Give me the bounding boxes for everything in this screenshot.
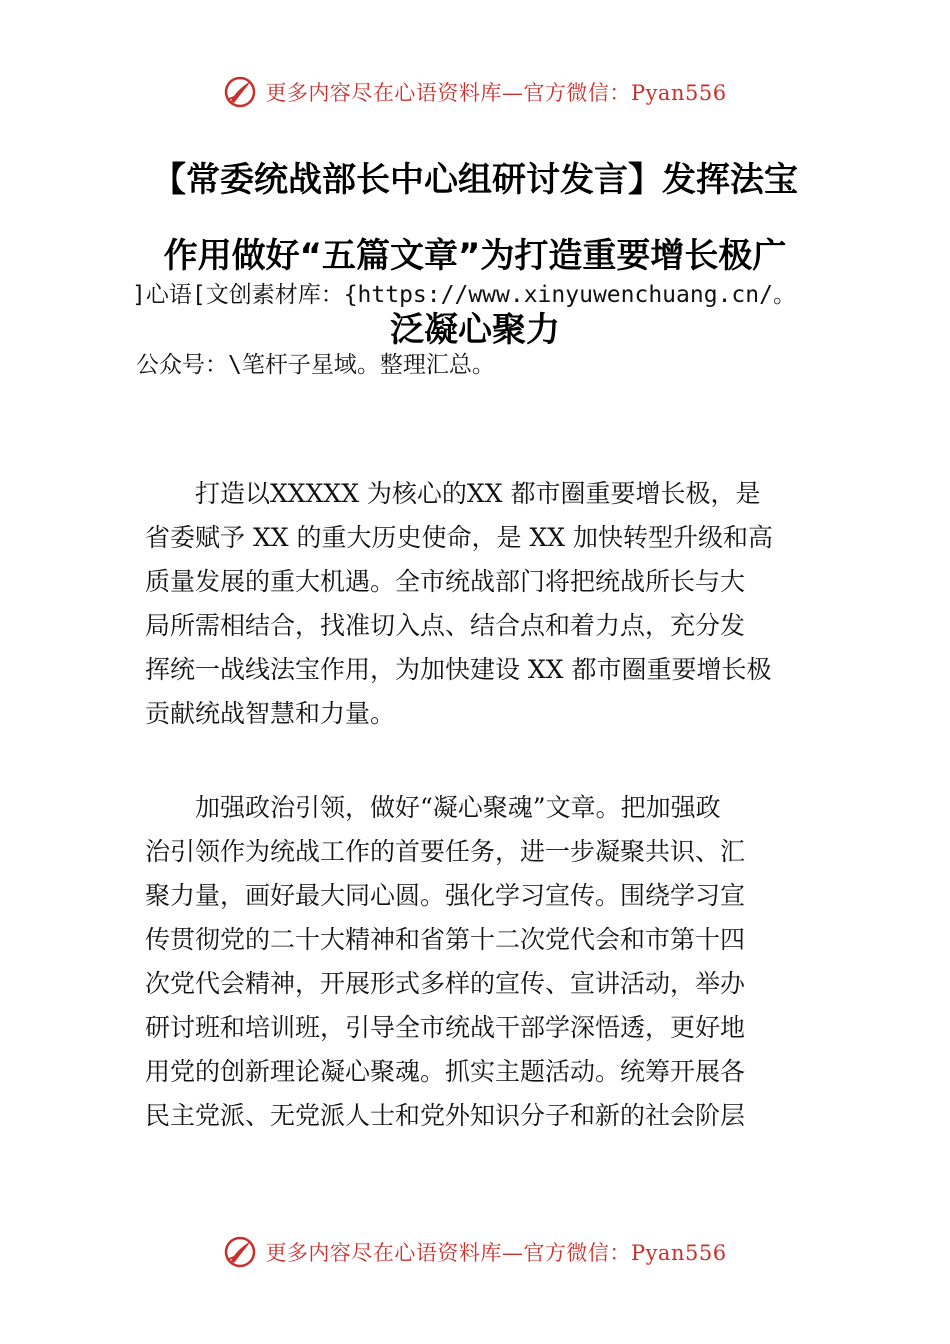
paragraph-line: 贡献统战智慧和力量。 — [145, 699, 396, 728]
watermark-text: 更多内容尽在心语资料库—官方微信：Pyan556 — [265, 1241, 727, 1265]
account-overlay-line: 公众号：\笔杆子星域。整理汇总。 — [136, 352, 495, 378]
paragraph-line: 挥统一战线法宝作用，为加快建设 XX 都市圈重要增长极 — [145, 655, 772, 684]
paragraph-line: 研讨班和培训班，引导全市统战干部学深悟透，更好地 — [145, 1013, 746, 1042]
watermark-text: 更多内容尽在心语资料库—官方微信：Pyan556 — [265, 81, 727, 105]
footer-watermark — [0, 1232, 950, 1272]
paragraph-line: 省委赋予 XX 的重大历史使命，是 XX 加快转型升级和高 — [145, 523, 773, 552]
brush-logo-icon — [223, 75, 257, 109]
body-paragraph-2 — [145, 786, 810, 1138]
header-watermark — [0, 72, 950, 112]
brush-logo-icon — [223, 1235, 257, 1269]
document-title-line-1: 【常委统战部长中心组研讨发言】发挥法宝 — [152, 160, 798, 200]
paragraph-line: 质量发展的重大机遇。全市统战部门将把统战所长与大 — [145, 567, 746, 596]
paragraph-line: 加强政治引领，做好“凝心聚魂”文章。把加强政 — [145, 793, 721, 822]
document-title-line-3: 泛凝心聚力 — [390, 310, 560, 350]
source-overlay-line: ]心语[文创素材库：{https://www.xinyuwenchuang.cn/。 — [132, 282, 796, 308]
paragraph-line: 传贯彻党的二十大精神和省第十二次党代会和市第十四 — [145, 925, 746, 954]
paragraph-line: 打造以XXXXX 为核心的XX 都市圈重要增长极，是 — [145, 479, 761, 508]
paragraph-line: 局所需相结合，找准切入点、结合点和着力点，充分发 — [145, 611, 746, 640]
paragraph-line: 用党的创新理论凝心聚魂。抓实主题活动。统筹开展各 — [145, 1057, 746, 1086]
paragraph-line: 治引领作为统战工作的首要任务，进一步凝聚共识、汇 — [145, 837, 746, 866]
body-paragraph-1 — [145, 472, 810, 736]
paragraph-line: 聚力量，画好最大同心圆。强化学习宣传。围绕学习宣 — [145, 881, 746, 910]
paragraph-line: 次党代会精神，开展形式多样的宣传、宣讲活动，举办 — [145, 969, 746, 998]
document-title-line-2: 作用做好“五篇文章”为打造重要增长极广 — [163, 236, 787, 276]
paragraph-line: 民主党派、无党派人士和党外知识分子和新的社会阶层 — [145, 1101, 746, 1130]
